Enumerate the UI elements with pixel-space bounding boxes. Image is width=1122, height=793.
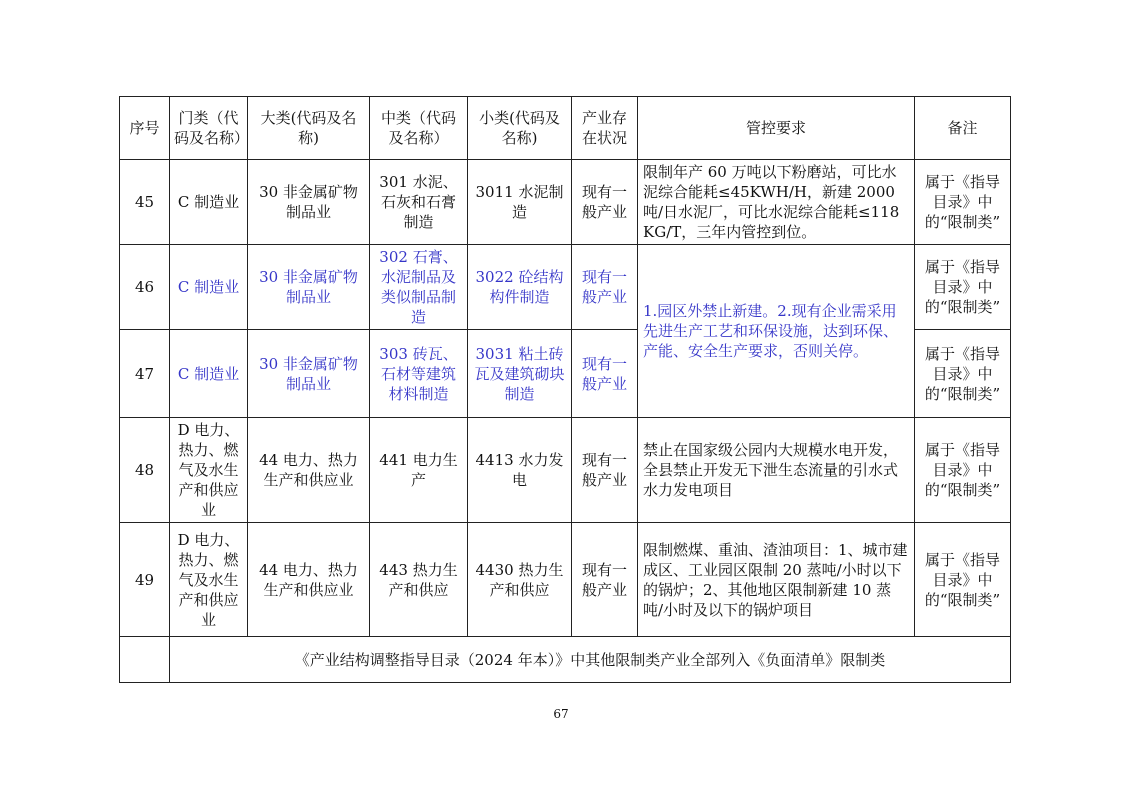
cell-middle: 443 热力生产和供应: [370, 523, 468, 637]
cell-seq: 49: [120, 523, 170, 637]
cell-minor: 3011 水泥制造: [468, 160, 572, 245]
table-row: [120, 418, 1011, 523]
table-footer-row: [120, 637, 1011, 683]
cell-door: C 制造业: [170, 160, 248, 245]
header-middle: 中类（代码及名称）: [370, 97, 468, 160]
cell-status: 现有一般产业: [572, 418, 638, 523]
cell-door: C 制造业: [170, 330, 248, 418]
cell-note: 属于《指导目录》中的“限制类”: [915, 418, 1011, 523]
cell-empty: [120, 637, 170, 683]
header-seq: 序号: [120, 97, 170, 160]
cell-requirement-merged: 1.园区外禁止新建。2.现有企业需采用先进生产工艺和环保设施，达到环保、产能、安全生产要求，否则关停。: [638, 245, 915, 418]
header-minor: 小类(代码及名称): [468, 97, 572, 160]
cell-seq: 48: [120, 418, 170, 523]
cell-door: D 电力、热力、燃气及水生产和供应业: [170, 418, 248, 523]
header-requirement: 管控要求: [638, 97, 915, 160]
cell-middle: 303 砖瓦、石材等建筑材料制造: [370, 330, 468, 418]
header-status: 产业存在状况: [572, 97, 638, 160]
cell-requirement: 限制燃煤、重油、渣油项目：1、城市建成区、工业园区限制 20 蒸吨/小时以下的锅炉；2、其他地区限制新建 10 蒸吨/小时及以下的锅炉项目: [638, 523, 915, 637]
page-number: 67: [553, 707, 569, 721]
cell-note: 属于《指导目录》中的“限制类”: [915, 245, 1011, 330]
table-row: [120, 523, 1011, 637]
cell-middle: 302 石膏、水泥制品及类似制品制造: [370, 245, 468, 330]
table-row: [120, 160, 1011, 245]
cell-seq: 47: [120, 330, 170, 418]
table-header-row: [120, 97, 1011, 160]
industry-control-table: [119, 96, 1011, 683]
cell-major: 30 非金属矿物制品业: [248, 245, 370, 330]
cell-status: 现有一般产业: [572, 523, 638, 637]
header-door: 门类（代码及名称）: [170, 97, 248, 160]
cell-major: 30 非金属矿物制品业: [248, 330, 370, 418]
cell-minor: 3022 砼结构构件制造: [468, 245, 572, 330]
cell-minor: 4413 水力发电: [468, 418, 572, 523]
header-major: 大类(代码及名称): [248, 97, 370, 160]
cell-major: 44 电力、热力生产和供应业: [248, 418, 370, 523]
header-note: 备注: [915, 97, 1011, 160]
cell-major: 30 非金属矿物制品业: [248, 160, 370, 245]
cell-middle: 301 水泥、石灰和石膏制造: [370, 160, 468, 245]
cell-seq: 46: [120, 245, 170, 330]
cell-requirement: 限制年产 60 万吨以下粉磨站，可比水泥综合能耗≤45KWH/H，新建 2000 吨/日水泥厂，可比水泥综合能耗≤118KG/T，三年内管控到位。: [638, 160, 915, 245]
cell-minor: 3031 粘土砖瓦及建筑砌块制造: [468, 330, 572, 418]
cell-major: 44 电力、热力生产和供应业: [248, 523, 370, 637]
cell-note: 属于《指导目录》中的“限制类”: [915, 330, 1011, 418]
cell-middle: 441 电力生产: [370, 418, 468, 523]
cell-note: 属于《指导目录》中的“限制类”: [915, 523, 1011, 637]
cell-status: 现有一般产业: [572, 245, 638, 330]
table-row: [120, 245, 1011, 330]
cell-requirement: 禁止在国家级公园内大规模水电开发，全县禁止开发无下泄生态流量的引水式水力发电项目: [638, 418, 915, 523]
cell-door: D 电力、热力、燃气及水生产和供应业: [170, 523, 248, 637]
cell-seq: 45: [120, 160, 170, 245]
cell-status: 现有一般产业: [572, 330, 638, 418]
cell-minor: 4430 热力生产和供应: [468, 523, 572, 637]
footer-note: 《产业结构调整指导目录（2024 年本）》中其他限制类产业全部列入《负面清单》限制类: [170, 637, 1011, 683]
cell-door: C 制造业: [170, 245, 248, 330]
cell-status: 现有一般产业: [572, 160, 638, 245]
cell-note: 属于《指导目录》中的“限制类”: [915, 160, 1011, 245]
